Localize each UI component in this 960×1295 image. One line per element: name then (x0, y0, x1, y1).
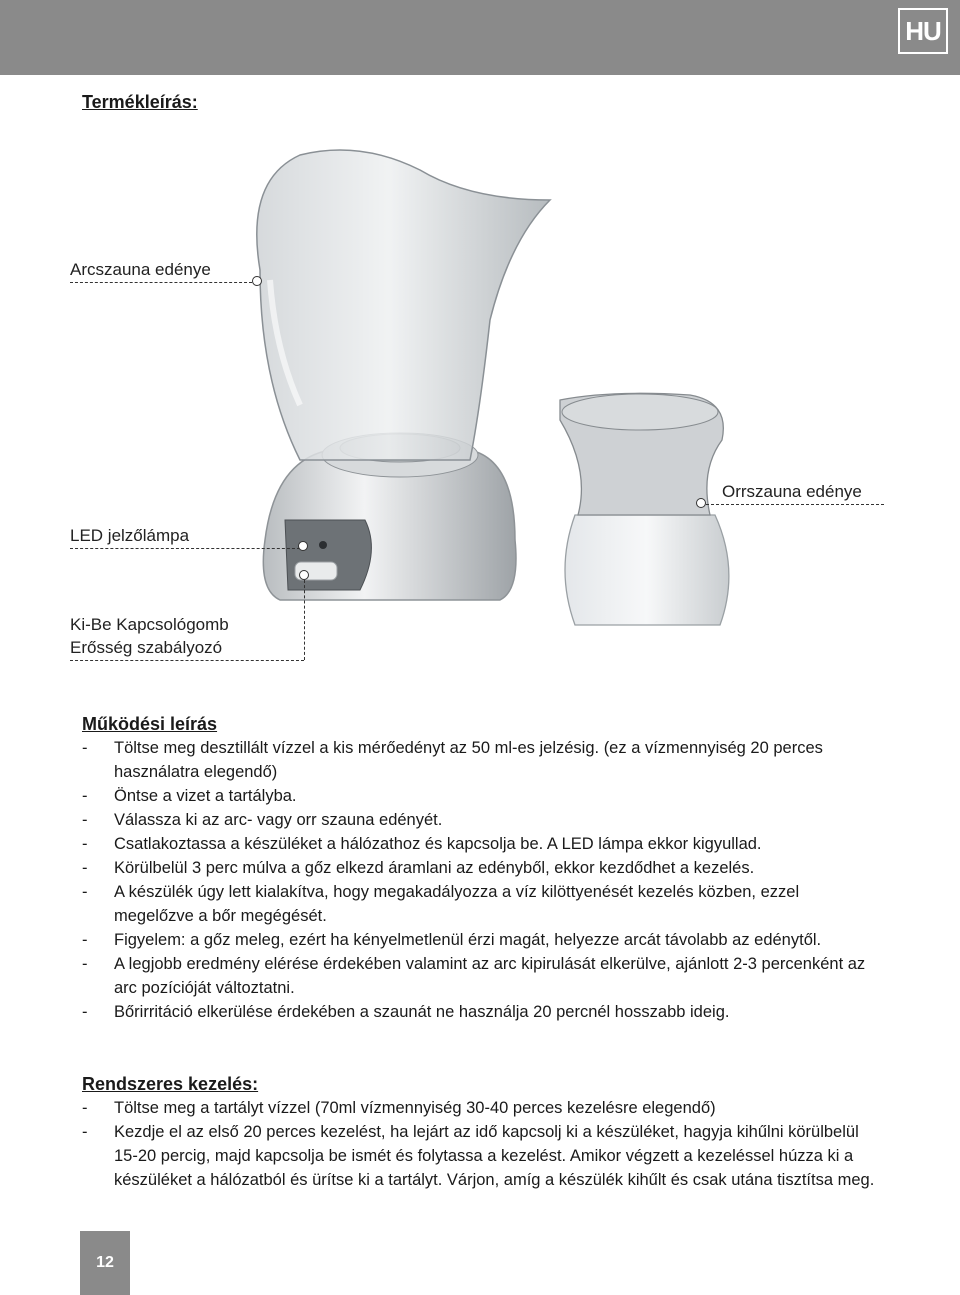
list-item (82, 856, 882, 880)
page-number: 12 (80, 1231, 130, 1295)
list-item-text: Figyelem: a gőz meleg, ezért ha kényelmetlenül érzi magát, helyezze arcát távolabb az edénytől. (114, 931, 822, 949)
list-bullet: - (82, 739, 88, 757)
callout-dot (298, 541, 308, 551)
list-item (82, 952, 882, 1000)
callout-dot (696, 498, 706, 508)
callout-dot (252, 276, 262, 286)
label-led: LED jelzőlámpa (70, 526, 190, 545)
regular-section (82, 1072, 882, 1192)
nose-sauna-container (565, 515, 729, 625)
list-bullet: - (82, 1003, 88, 1021)
list-item (82, 928, 882, 952)
list-bullet: - (82, 787, 88, 805)
face-sauna-cup (257, 150, 550, 460)
callout-dot (299, 570, 309, 580)
list-item-text: Válassza ki az arc- vagy orr szauna edényét. (114, 811, 443, 829)
list-item (82, 1120, 882, 1192)
label-nose-sauna: Orrszauna edénye (722, 482, 862, 501)
list-bullet: - (82, 859, 88, 877)
list-item (82, 1000, 882, 1024)
list-item (82, 832, 882, 856)
language-badge: HU (898, 8, 948, 54)
led-indicator (319, 541, 327, 549)
list-bullet: - (82, 955, 88, 973)
list-item-text: Töltse meg desztillált vízzel a kis mérőedényt az 50 ml-es jelzésig. (ez a vízmennyiség 20 perces használatra elegendő) (114, 739, 823, 781)
regular-list (82, 1096, 882, 1192)
list-bullet: - (82, 883, 88, 901)
list-item-text: A készülék úgy lett kialakítva, hogy megakadályozza a víz kilöttyenését kezelés közben, ezzel megelőzve a bőr megégését. (114, 883, 800, 925)
label-face-sauna: Arcszauna edénye (70, 260, 211, 279)
list-bullet: - (82, 811, 88, 829)
product-description-title: Termékleírás: (82, 92, 198, 112)
list-item-text: A legjobb eredmény elérése érdekében valamint az arc kipirulását elkerülve, ajánlott 2-3 percenként az arc pozícióját változtatni. (114, 955, 866, 997)
label-intensity: Erősség szabályozó (70, 638, 223, 657)
regular-title: Rendszeres kezelés: (82, 1074, 259, 1094)
list-item-text: Csatlakoztassa a készüléket a hálózathoz és kapcsolja be. A LED lámpa ekkor kigyullad. (114, 835, 762, 853)
operation-section (82, 712, 882, 1024)
list-bullet: - (82, 931, 88, 949)
product-figure (0, 120, 960, 680)
list-item-text: Kezdje el az első 20 perces kezelést, ha lejárt az idő kapcsolj ki a készüléket, hagyja kihűlni körülbelül 15-20 percig, majd kapcsolja be ismét és folytassa a kezelést. Amikor végzett a kezeléssel húzza ki a készüléket a hálózatból és ürítse ki a tartályt. Várjon, amíg a készülék kihűlt és csak utána tisztítsa meg. (114, 1123, 875, 1189)
list-bullet: - (82, 1099, 88, 1117)
list-item (82, 880, 882, 928)
list-item-text: Öntse a vizet a tartályba. (114, 787, 297, 805)
list-item-text: Körülbelül 3 perc múlva a gőz elkezd áramlani az edényből, ekkor kezdődhet a kezelés. (114, 859, 755, 877)
operation-list (82, 736, 882, 1024)
list-item (82, 1096, 882, 1120)
list-bullet: - (82, 1123, 88, 1141)
operation-title: Működési leírás (82, 714, 218, 734)
list-bullet: - (82, 835, 88, 853)
header-bar (0, 0, 960, 75)
list-item (82, 736, 882, 784)
list-item-text: Töltse meg a tartályt vízzel (70ml vízmennyiség 30-40 perces kezelésre elegendő) (114, 1099, 716, 1117)
list-item-text: Bőrirritáció elkerülése érdekében a szaunát ne használja 20 percnél hosszabb ideig. (114, 1003, 730, 1021)
label-power-switch: Ki-Be Kapcsológomb (70, 615, 229, 634)
steamer-illustration (0, 120, 960, 680)
list-item (82, 784, 882, 808)
list-item (82, 808, 882, 832)
